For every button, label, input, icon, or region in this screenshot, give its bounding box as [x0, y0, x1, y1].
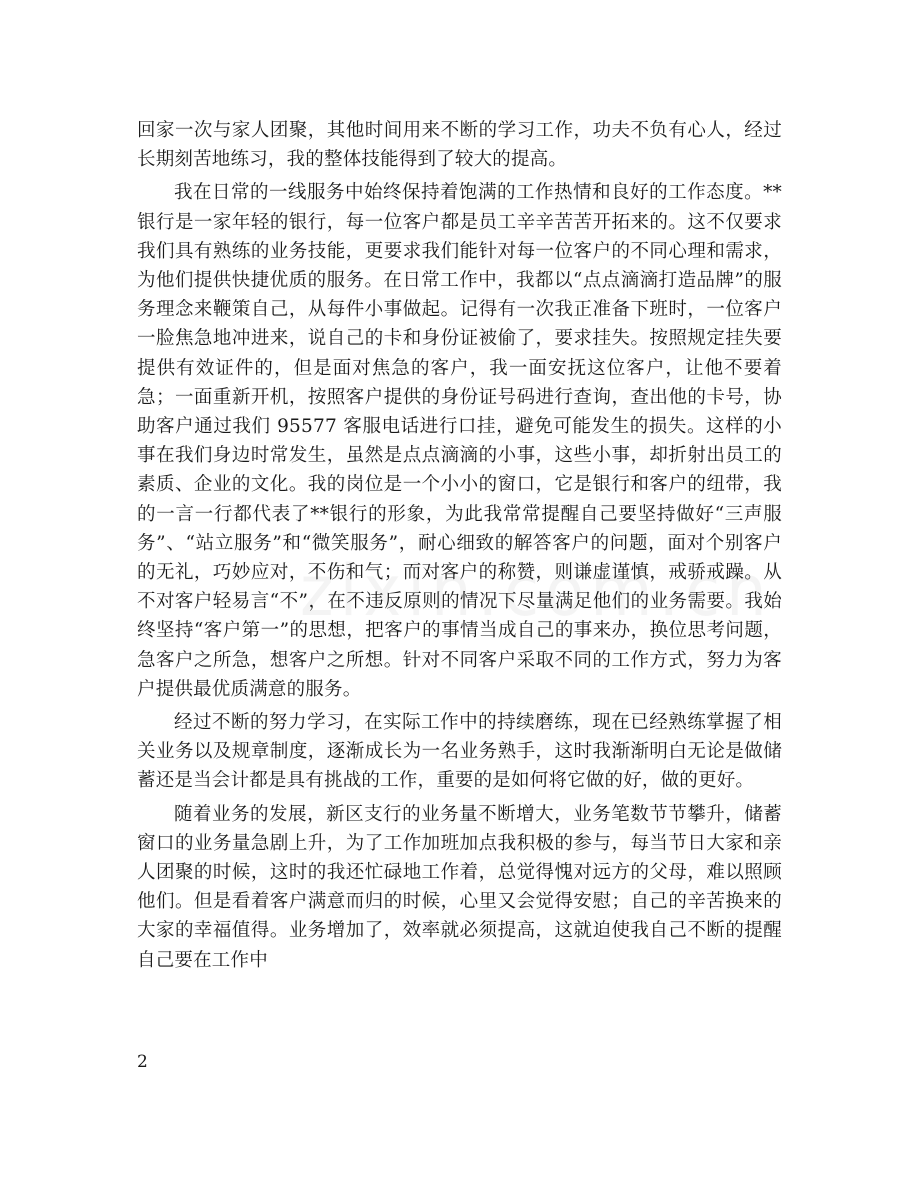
paragraph-3: 经过不断的努力学习，在实际工作中的持续磨练，现在已经熟练掌握了相关业务以及规章制度，逐渐成长为一名业务熟手，这时我渐渐明白无论是做储蓄还是当会计都是具有挑战的工作，重要的是如何将它做的好，做的更好。	[137, 712, 782, 792]
paragraph-1: 回家一次与家人团聚，其他时间用来不断的学习工作，功夫不负有心人，经过长期刻苦地练习，我的整体技能得到了较大的提高。	[137, 120, 782, 171]
paragraph-4: 随着业务的发展，新区支行的业务量不断增大，业务笔数节节攀升，储蓄窗口的业务量急剧上升，为了工作加班加点我积极的参与，每当节日大家和亲人团聚的时候，这时的我还忙碌地工作着，总觉得愧对远方的父母，难以照顾他们。但是看着客户满意而归的时候，心里又会觉得安慰；自己的辛苦换来的大家的幸福值得。业务增加了，效率就必须提高，这就迫使我自己不断的提醒自己要在工作中	[137, 803, 782, 971]
page-number: 2	[137, 1052, 148, 1072]
document-body	[137, 116, 782, 979]
paragraph-2: 我在日常的一线服务中始终保持着饱满的工作热情和良好的工作态度。**银行是一家年轻的银行，每一位客户都是员工辛辛苦苦开拓来的。这不仅要求我们具有熟练的业务技能，更要求我们能针对每一位客户的不同心理和需求，为他们提供快捷优质的服务。在日常工作中，我都以“点点滴滴打造品牌”的服务理念来鞭策自己，从每件小事做起。记得有一次我正准备下班时，一位客户一脸焦急地冲进来，说自己的卡和身份证被偷了，要求挂失。按照规定挂失要提供有效证件的，但是面对焦急的客户，我一面安抚这位客户，让他不要着急；一面重新开机，按照客户提供的身份证号码进行查询，查出他的卡号，协助客户通过我们 95577 客服电话进行口挂，避免可能发生的损失。这样的小事在我们身边时常发生，虽然是点点滴滴的小事，这些小事，却折射出员工的素质、企业的文化。我的岗位是一个小小的窗口，它是银行和客户的纽带，我的一言一行都代表了**银行的形象，为此我常常提醒自己要坚持做好“三声服务”、“站立服务”和“微笑服务”，耐心细致的解答客户的问题，面对个别客户的无礼，巧妙应对，不伤和气；而对客户的称赞，则谦虚谨慎，戒骄戒躁。从不对客户轻易言“不”，在不违反原则的情况下尽量满足他们的业务需要。我始终坚持“客户第一”的思想，把客户的事情当成自己的事来办，换位思考问题，急客户之所急，想客户之所想。针对不同客户采取不同的工作方式，努力为客户提供最优质满意的服务。	[137, 182, 782, 700]
